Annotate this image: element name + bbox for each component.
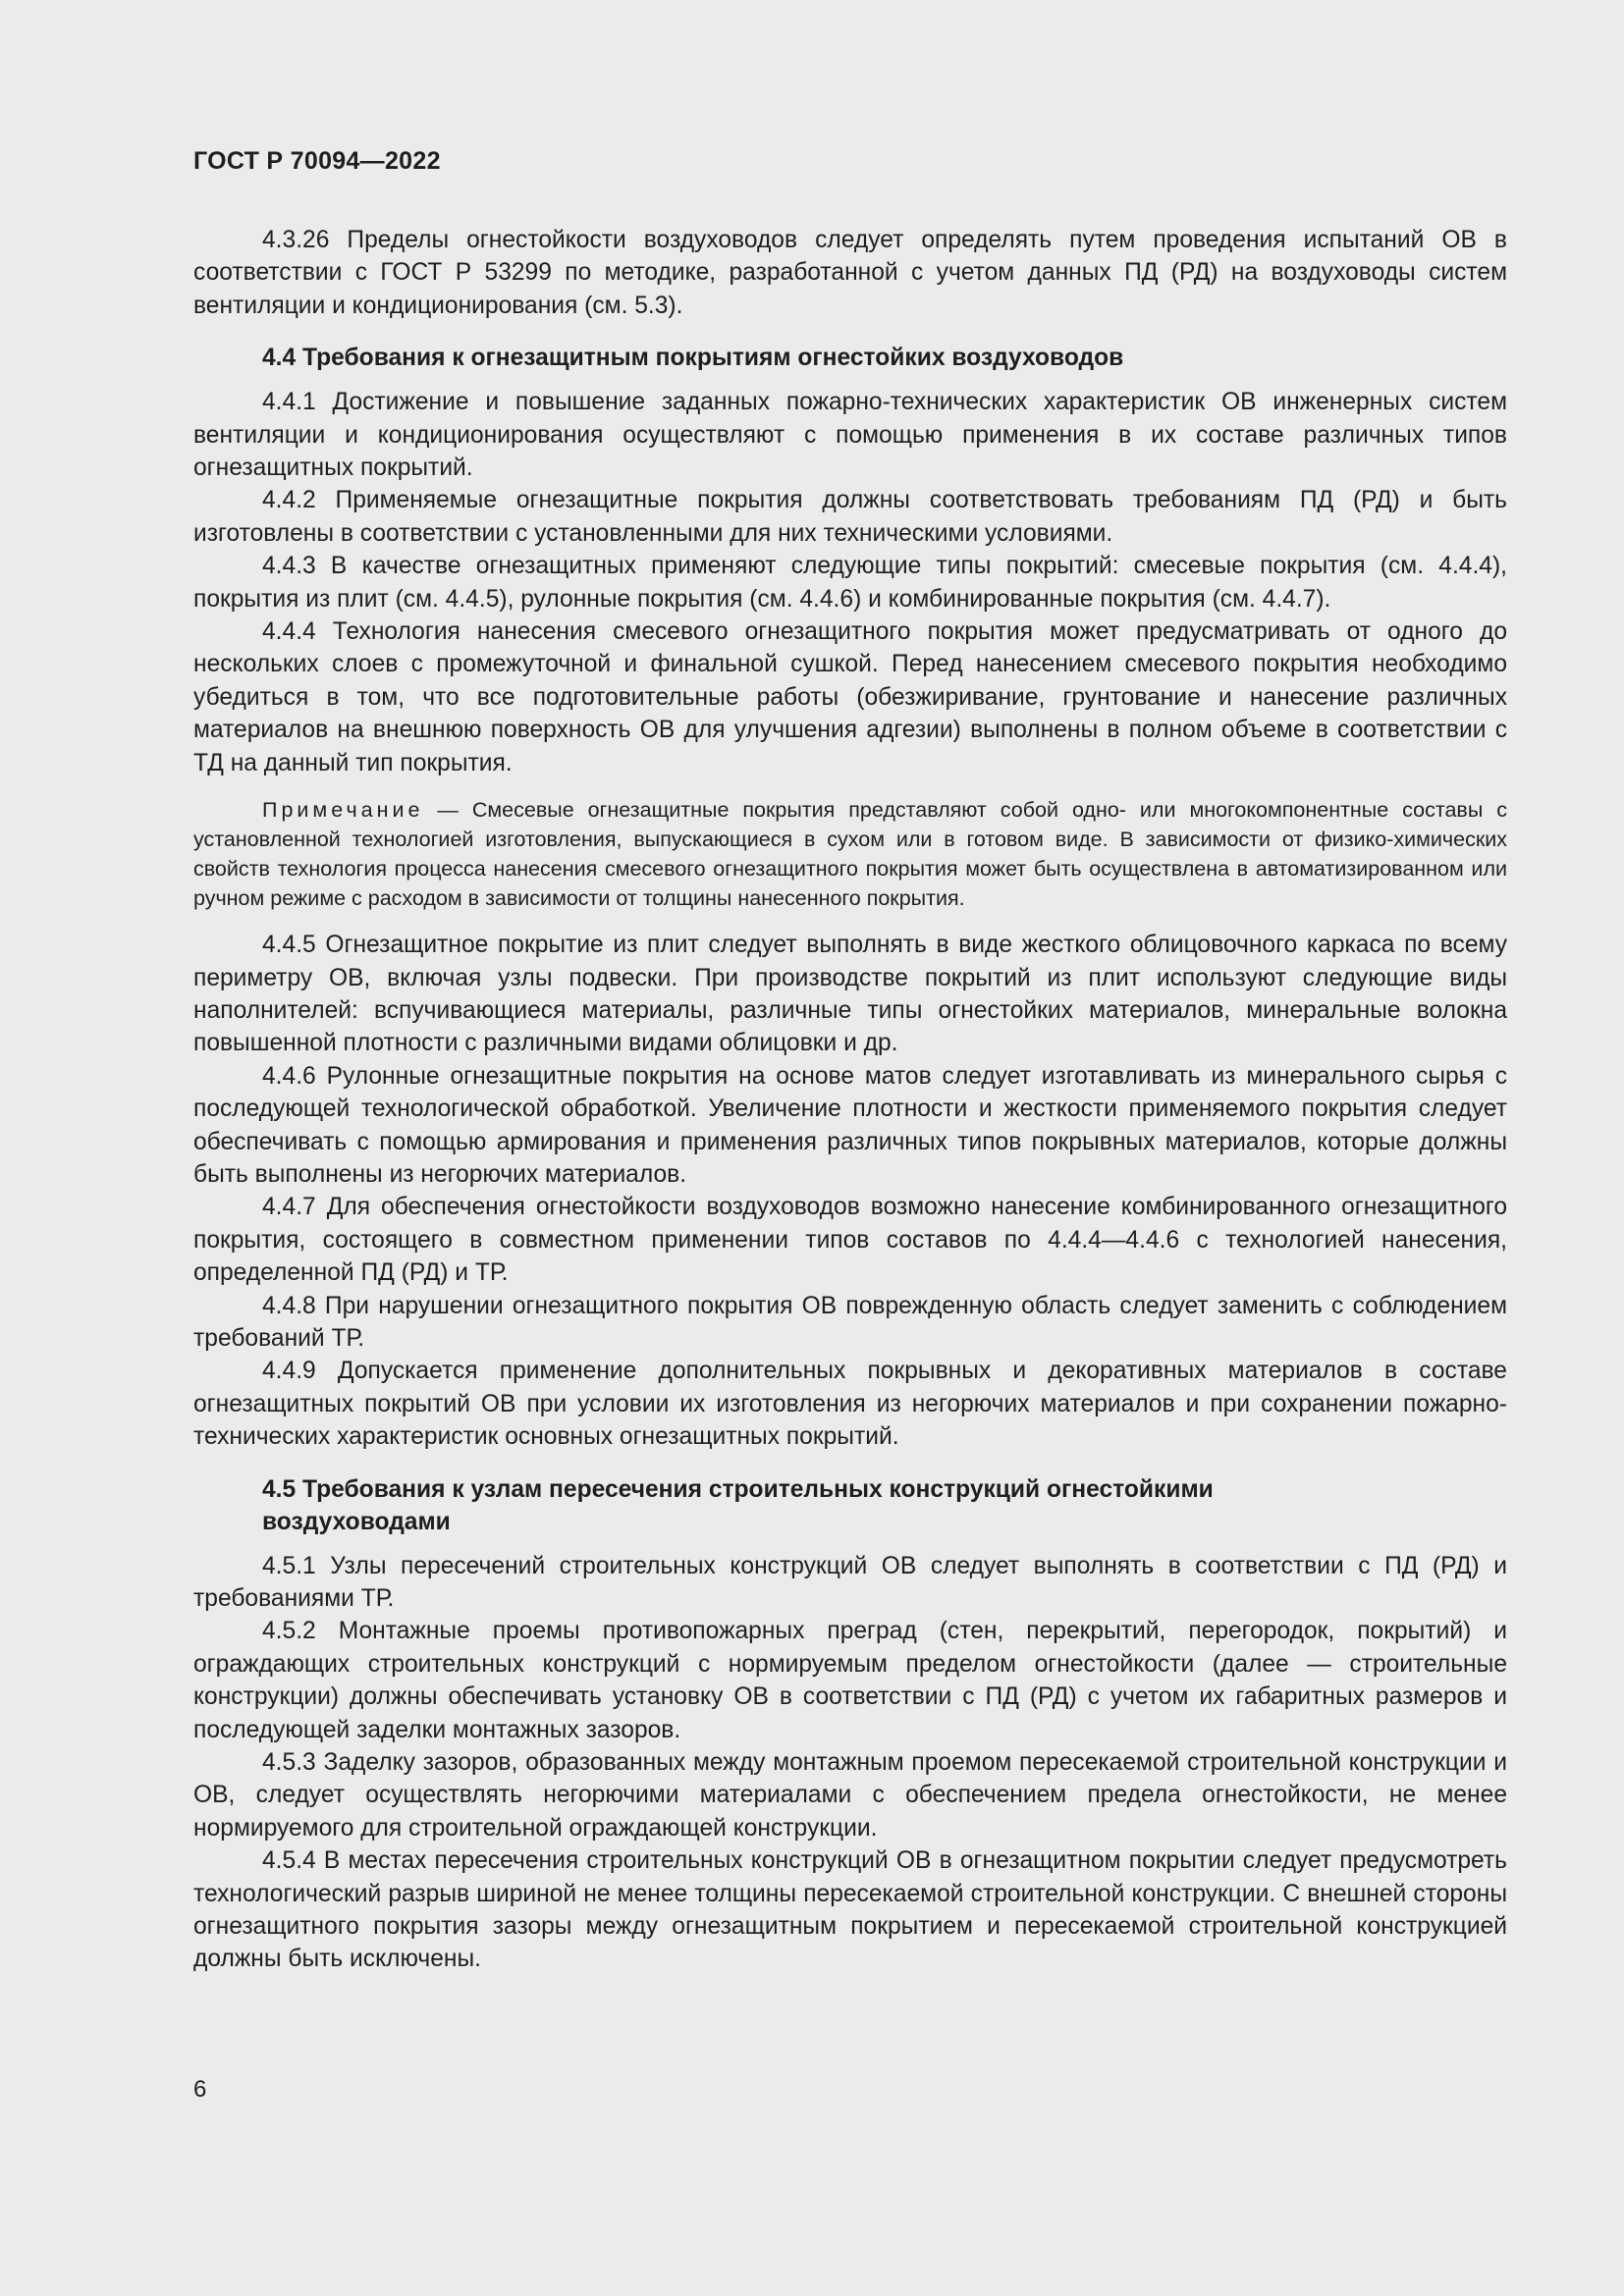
- clause-4-4-1: 4.4.1 Достижение и повышение заданных пожарно-технических характеристик ОВ инженерных систем вентиляции и кондиционирования осуществляют с помощью применения в их составе различных типов огнезащитных покрытий.: [193, 389, 1507, 482]
- clause-4-4-4: 4.4.4 Технология нанесения смесевого огнезащитного покрытия может предусматривать от одного до нескольких слоев с промежуточной и финальной сушкой. Перед нанесением смесевого покрытия необходимо убедиться в том, что все подготовительные работы (обезжиривание, грунтование и нанесение различных материалов на внешнюю поверхность ОВ для улучшения адгезии) выполнены в полном объеме в соответствии с ТД на данный тип покрытия.: [193, 618, 1507, 776]
- page-number: 6: [193, 2076, 207, 2103]
- note-text: — Смесевые огнезащитные покрытия представляют собой одно- или многокомпонентные составы с установленной технологией изготовления, выпускающиеся в сухом или в готовом виде. В зависимости от физико-химических свойств технология процесса нанесения смесевого огнезащитного покрытия может быть осуществлена в автоматизированном или ручном режиме с расходом в зависимости от толщины нанесенного покрытия.: [193, 798, 1507, 911]
- clause-4-3-26: 4.3.26 Пределы огнестойкости воздуховодов следует определять путем проведения испытаний ОВ в соответствии с ГОСТ Р 53299 по методике, разработанной с учетом данных ПД (РД) на воздуховоды систем вентиляции и кондиционирования (см. 5.3).: [193, 227, 1507, 319]
- clause-4-4-5: 4.4.5 Огнезащитное покрытие из плит следует выполнять в виде жесткого облицовочного каркаса по всему периметру ОВ, включая узлы подвески. При производстве покрытий из плит используют следующие виды наполнителей: вспучивающиеся материалы, различные типы огнестойких материалов, минеральные волокна повышенной плотности с различными видами облицовки и др.: [193, 932, 1507, 1057]
- clause-4-4-8: 4.4.8 При нарушении огнезащитного покрытия ОВ поврежденную область следует заменить с соблюдением требований ТР.: [193, 1292, 1507, 1352]
- document-body: [193, 224, 1507, 1976]
- clause-4-5-1: 4.5.1 Узлы пересечений строительных конструкций ОВ следует выполнять в соответствии с ПД (РД) и требованиями ТР.: [193, 1552, 1507, 1612]
- section-heading-4-5: 4.5 Требования к узлам пересечения строительных конструкций огнестойкими воздуховодами: [262, 1475, 1214, 1535]
- clause-4-4-6: 4.4.6 Рулонные огнезащитные покрытия на основе матов следует изготавливать из минерального сырья с последующей технологической обработкой. Увеличение плотности и жесткости применяемого покрытия следует обеспечивать с помощью армирования и применения различных типов покрывных материалов, которые должны быть выполнены из негорючих материалов.: [193, 1062, 1507, 1188]
- clause-4-4-9: 4.4.9 Допускается применение дополнительных покрывных и декоративных материалов в составе огнезащитных покрытий ОВ при условии их изготовления из негорючих материалов и при сохранении пожарно-технических характеристик основных огнезащитных покрытий.: [193, 1358, 1507, 1451]
- clause-4-5-4: 4.5.4 В местах пересечения строительных конструкций ОВ в огнезащитном покрытии следует предусмотреть технологический разрыв шириной не менее толщины пересекаемой строительной конструкции. С внешней стороны огнезащитного покрытия зазоры между огнезащитным покрытием и пересекаемой строительной конструкцией должны быть исключены.: [193, 1847, 1507, 1973]
- standard-code-header: ГОСТ Р 70094—2022: [193, 147, 441, 175]
- note-label: Примечание: [262, 798, 424, 823]
- clause-4-4-7: 4.4.7 Для обеспечения огнестойкости воздуховодов возможно нанесение комбинированного огнезащитного покрытия, состоящего в совместном применении типов составов по 4.4.4—4.4.6 с технологией нанесения, определенной ПД (РД) и ТР.: [193, 1194, 1507, 1287]
- clause-4-5-2: 4.5.2 Монтажные проемы противопожарных преград (стен, перекрытий, перегородок, покрытий) и ограждающих строительных конструкций с нормируемым пределом огнестойкости (далее — строительные конструкции) должны обеспечивать установку ОВ в соответствии с ПД (РД) с учетом их габаритных размеров и последующей заделки монтажных зазоров.: [193, 1618, 1507, 1743]
- clause-4-4-2: 4.4.2 Применяемые огнезащитные покрытия должны соответствовать требованиям ПД (РД) и быть изготовлены в соответствии с установленными для них техническими условиями.: [193, 487, 1507, 547]
- section-heading-4-4: 4.4 Требования к огнезащитным покрытиям огнестойких воздуховодов: [262, 345, 1124, 372]
- note-block: [193, 795, 1507, 913]
- clause-4-4-3: 4.4.3 В качестве огнезащитных применяют следующие типы покрытий: смесевые покрытия (см. 4.4.4), покрытия из плит (см. 4.4.5), рулонные покрытия (см. 4.4.6) и комбинированные покрытия (см. 4.4.7).: [193, 553, 1507, 613]
- clause-4-5-3: 4.5.3 Заделку зазоров, образованных между монтажным проемом пересекаемой строительной конструкции и ОВ, следует осуществлять негорючими материалами с обеспечением предела огнестойкости, не менее нормируемого для строительной ограждающей конструкции.: [193, 1749, 1507, 1842]
